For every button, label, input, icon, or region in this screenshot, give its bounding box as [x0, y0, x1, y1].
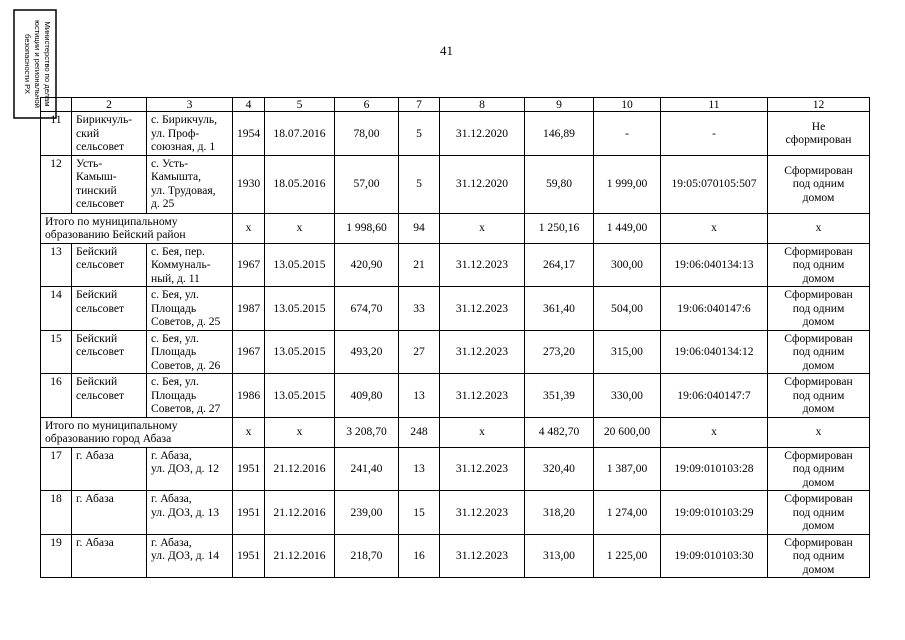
address-cell: с. Бея, ул. Площадь Советов, д. 26: [147, 330, 233, 374]
status-cell: Сформирован под одним домом: [768, 155, 870, 213]
land-area-cell: 1 225,00: [594, 534, 661, 578]
settlement-cell: Бейский сельсовет: [72, 374, 147, 418]
settlement-cell: г. Абаза: [72, 534, 147, 578]
stamp-line-3: безопасности РХ: [23, 34, 32, 94]
cadastral-number-cell: -: [661, 112, 768, 156]
header-cell: 11: [661, 98, 768, 112]
table-row: [41, 330, 870, 374]
date-cell: 13.05.2015: [265, 243, 335, 287]
table-row: [41, 287, 870, 331]
header-cell: 7: [399, 98, 440, 112]
cost-cell: 313,00: [525, 534, 594, 578]
table-row: [41, 447, 870, 491]
status-cell: Сформирован под одним домом: [768, 374, 870, 418]
year-cell: x: [233, 417, 265, 447]
cost-cell: 4 482,70: [525, 417, 594, 447]
year-cell: 1967: [233, 243, 265, 287]
residents-cell: 16: [399, 534, 440, 578]
area-cell: 78,00: [335, 112, 399, 156]
status-cell: Сформирован под одним домом: [768, 243, 870, 287]
status-cell: Сформирован под одним домом: [768, 534, 870, 578]
residents-cell: 21: [399, 243, 440, 287]
cost-cell: 351,39: [525, 374, 594, 418]
header-cell: [41, 98, 72, 112]
area-cell: 239,00: [335, 491, 399, 535]
land-area-cell: 1 999,00: [594, 155, 661, 213]
cost-cell: 318,20: [525, 491, 594, 535]
land-area-cell: 315,00: [594, 330, 661, 374]
cadastral-number-cell: 19:09:010103:29: [661, 491, 768, 535]
page-number: 41: [440, 43, 453, 58]
deadline-cell: 31.12.2020: [440, 155, 525, 213]
address-cell: с. Бирикчуль, ул. Проф- союзная, д. 1: [147, 112, 233, 156]
table-row: [41, 491, 870, 535]
deadline-cell: 31.12.2023: [440, 330, 525, 374]
stamp-line-2: юстиции и региональной: [33, 20, 42, 108]
table-row: [41, 155, 870, 213]
table-row: [41, 243, 870, 287]
header-cell: 2: [72, 98, 147, 112]
year-cell: x: [233, 213, 265, 243]
cost-cell: 361,40: [525, 287, 594, 331]
address-cell: г. Абаза, ул. ДОЗ, д. 13: [147, 491, 233, 535]
cadastral-number-cell: 19:09:010103:28: [661, 447, 768, 491]
deadline-cell: 31.12.2020: [440, 112, 525, 156]
year-cell: 1951: [233, 447, 265, 491]
status-cell: x: [768, 417, 870, 447]
cost-cell: 273,20: [525, 330, 594, 374]
date-cell: x: [265, 213, 335, 243]
date-cell: 21.12.2016: [265, 491, 335, 535]
residents-cell: 15: [399, 491, 440, 535]
area-cell: 218,70: [335, 534, 399, 578]
residents-cell: 27: [399, 330, 440, 374]
residents-cell: 13: [399, 374, 440, 418]
cadastral-number-cell: 19:06:040147:7: [661, 374, 768, 418]
status-cell: x: [768, 213, 870, 243]
row-number: 18: [41, 491, 72, 535]
header-cell: 6: [335, 98, 399, 112]
address-cell: с. Бея, ул. Площадь Советов, д. 25: [147, 287, 233, 331]
residents-cell: 5: [399, 155, 440, 213]
deadline-cell: 31.12.2023: [440, 287, 525, 331]
subtotal-row: [41, 213, 870, 243]
date-cell: 13.05.2015: [265, 374, 335, 418]
settlement-cell: Бейский сельсовет: [72, 330, 147, 374]
table-body: [41, 112, 870, 578]
cadastral-number-cell: 19:06:040134:13: [661, 243, 768, 287]
residents-cell: 5: [399, 112, 440, 156]
row-number: 13: [41, 243, 72, 287]
date-cell: x: [265, 417, 335, 447]
year-cell: 1951: [233, 491, 265, 535]
status-cell: Сформирован под одним домом: [768, 330, 870, 374]
land-area-cell: -: [594, 112, 661, 156]
row-number: 14: [41, 287, 72, 331]
cadastral-number-cell: x: [661, 417, 768, 447]
area-cell: 420,90: [335, 243, 399, 287]
year-cell: 1987: [233, 287, 265, 331]
row-number: 11: [41, 112, 72, 156]
year-cell: 1951: [233, 534, 265, 578]
year-cell: 1954: [233, 112, 265, 156]
residents-cell: 13: [399, 447, 440, 491]
status-cell: Не сформирован: [768, 112, 870, 156]
area-cell: 674,70: [335, 287, 399, 331]
deadline-cell: 31.12.2023: [440, 534, 525, 578]
deadline-cell: 31.12.2023: [440, 374, 525, 418]
area-cell: 409,80: [335, 374, 399, 418]
year-cell: 1930: [233, 155, 265, 213]
date-cell: 13.05.2015: [265, 287, 335, 331]
residents-cell: 94: [399, 213, 440, 243]
subtotal-label: Итого по муниципальному образованию город Абаза: [41, 417, 233, 447]
row-number: 19: [41, 534, 72, 578]
cadastral-number-cell: 19:05:070105:507: [661, 155, 768, 213]
header-cell: 5: [265, 98, 335, 112]
row-number: 17: [41, 447, 72, 491]
land-area-cell: 20 600,00: [594, 417, 661, 447]
cadastral-number-cell: 19:06:040134:12: [661, 330, 768, 374]
row-number: 15: [41, 330, 72, 374]
area-cell: 241,40: [335, 447, 399, 491]
header-cell: 12: [768, 98, 870, 112]
year-cell: 1967: [233, 330, 265, 374]
date-cell: 18.05.2016: [265, 155, 335, 213]
cost-cell: 59,80: [525, 155, 594, 213]
housing-register-table: [40, 97, 870, 578]
table-row: [41, 534, 870, 578]
address-cell: с. Усть- Камышта, ул. Трудовая, д. 25: [147, 155, 233, 213]
date-cell: 21.12.2016: [265, 447, 335, 491]
residents-cell: 248: [399, 417, 440, 447]
deadline-cell: 31.12.2023: [440, 243, 525, 287]
settlement-cell: Бейский сельсовет: [72, 243, 147, 287]
subtotal-label: Итого по муниципальному образованию Бейский район: [41, 213, 233, 243]
date-cell: 13.05.2015: [265, 330, 335, 374]
deadline-cell: 31.12.2023: [440, 447, 525, 491]
cost-cell: 264,17: [525, 243, 594, 287]
area-cell: 57,00: [335, 155, 399, 213]
area-cell: 3 208,70: [335, 417, 399, 447]
date-cell: 18.07.2016: [265, 112, 335, 156]
cost-cell: 146,89: [525, 112, 594, 156]
address-cell: с. Бея, пер. Коммуналь- ный, д. 11: [147, 243, 233, 287]
status-cell: Сформирован под одним домом: [768, 491, 870, 535]
land-area-cell: 330,00: [594, 374, 661, 418]
header-cell: 3: [147, 98, 233, 112]
table-row: [41, 374, 870, 418]
land-area-cell: 300,00: [594, 243, 661, 287]
cost-cell: 1 250,16: [525, 213, 594, 243]
settlement-cell: г. Абаза: [72, 447, 147, 491]
cadastral-number-cell: 19:09:010103:30: [661, 534, 768, 578]
header-cell: 4: [233, 98, 265, 112]
area-cell: 493,20: [335, 330, 399, 374]
deadline-cell: x: [440, 213, 525, 243]
deadline-cell: x: [440, 417, 525, 447]
header-cell: 10: [594, 98, 661, 112]
date-cell: 21.12.2016: [265, 534, 335, 578]
year-cell: 1986: [233, 374, 265, 418]
settlement-cell: Бирикчуль- ский сельсовет: [72, 112, 147, 156]
subtotal-row: [41, 417, 870, 447]
land-area-cell: 1 449,00: [594, 213, 661, 243]
row-number: 12: [41, 155, 72, 213]
area-cell: 1 998,60: [335, 213, 399, 243]
status-cell: Сформирован под одним домом: [768, 287, 870, 331]
table-row: [41, 112, 870, 156]
row-number: 16: [41, 374, 72, 418]
residents-cell: 33: [399, 287, 440, 331]
deadline-cell: 31.12.2023: [440, 491, 525, 535]
land-area-cell: 1 387,00: [594, 447, 661, 491]
address-cell: с. Бея, ул. Площадь Советов, д. 27: [147, 374, 233, 418]
settlement-cell: Усть- Камыш- тинский сельсовет: [72, 155, 147, 213]
address-cell: г. Абаза, ул. ДОЗ, д. 14: [147, 534, 233, 578]
settlement-cell: Бейский сельсовет: [72, 287, 147, 331]
address-cell: г. Абаза, ул. ДОЗ, д. 12: [147, 447, 233, 491]
land-area-cell: 1 274,00: [594, 491, 661, 535]
header-cell: 8: [440, 98, 525, 112]
header-row: [41, 98, 870, 112]
cadastral-number-cell: 19:06:040147:6: [661, 287, 768, 331]
land-area-cell: 504,00: [594, 287, 661, 331]
stamp-line-1: Министерство по делам: [43, 21, 52, 107]
cost-cell: 320,40: [525, 447, 594, 491]
settlement-cell: г. Абаза: [72, 491, 147, 535]
status-cell: Сформирован под одним домом: [768, 447, 870, 491]
header-cell: 9: [525, 98, 594, 112]
cadastral-number-cell: x: [661, 213, 768, 243]
